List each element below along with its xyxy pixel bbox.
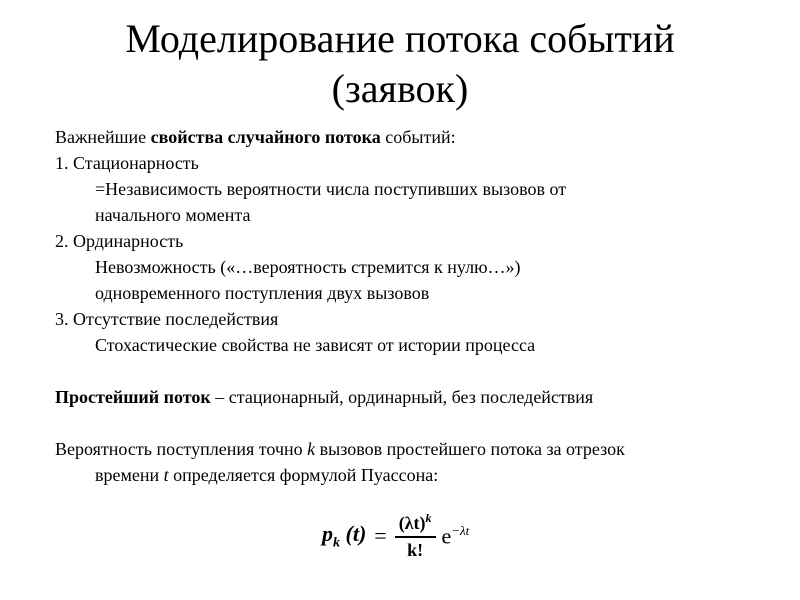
poisson-part-3: времени bbox=[95, 465, 164, 485]
formula-exp-power: −λt bbox=[451, 522, 470, 538]
intro-suffix: событий: bbox=[380, 127, 456, 147]
formula-p: p bbox=[322, 520, 333, 546]
simplest-flow-line bbox=[55, 384, 775, 410]
property-1-heading: 1. Стационарность bbox=[55, 153, 199, 173]
formula-arg: (t) bbox=[340, 520, 367, 546]
formula-denominator: k! bbox=[407, 540, 424, 560]
slide-title bbox=[0, 14, 800, 114]
property-3-desc-1: Стохастические свойства не зависят от истории процесса bbox=[95, 335, 536, 355]
formula-fraction bbox=[395, 511, 436, 561]
formula-numerator-base: (λt) bbox=[398, 513, 426, 533]
poisson-part-4: определяется формулой Пуассона: bbox=[168, 465, 439, 485]
intro-bold: свойства случайного потока bbox=[150, 127, 381, 147]
formula-exponential bbox=[442, 523, 470, 549]
poisson-formula bbox=[322, 510, 469, 562]
formula-numerator-exp: k bbox=[425, 511, 432, 525]
poisson-line-1 bbox=[55, 436, 775, 462]
slide-body bbox=[55, 124, 775, 488]
property-2-heading: 2. Ординарность bbox=[55, 231, 184, 251]
title-line-2: (заявок) bbox=[331, 66, 469, 111]
simplest-rest: – стационарный, ординарный, без последействия bbox=[210, 387, 594, 407]
formula-equals: = bbox=[374, 523, 387, 548]
poisson-part-2: вызовов простейшего потока за отрезок bbox=[315, 439, 625, 459]
property-1-desc-2: начального момента bbox=[95, 205, 251, 225]
spacer bbox=[55, 410, 775, 436]
intro-prefix: Важнейшие bbox=[55, 127, 151, 147]
poisson-line-2 bbox=[55, 462, 775, 488]
property-1-desc-1: =Независимость вероятности числа поступивших вызовов от bbox=[95, 179, 567, 199]
formula-numerator bbox=[395, 511, 436, 536]
simplest-bold: Простейший поток bbox=[55, 387, 211, 407]
formula-lhs bbox=[322, 521, 366, 551]
poisson-part-1: Вероятность поступления точно bbox=[55, 439, 308, 459]
property-2-desc-2: одновременного поступления двух вызовов bbox=[95, 283, 430, 303]
formula-e: e bbox=[441, 523, 452, 549]
formula-subscript-k: k bbox=[333, 535, 340, 551]
intro-line bbox=[55, 124, 775, 150]
poisson-var-t: t bbox=[163, 465, 169, 485]
property-2-desc-1: Невозможность («…вероятность стремится к нулю…») bbox=[95, 257, 521, 277]
spacer bbox=[55, 358, 775, 384]
title-line-1: Моделирование потока событий bbox=[125, 16, 675, 61]
property-3-heading: 3. Отсутствие последействия bbox=[55, 309, 279, 329]
poisson-var-k: k bbox=[307, 439, 316, 459]
